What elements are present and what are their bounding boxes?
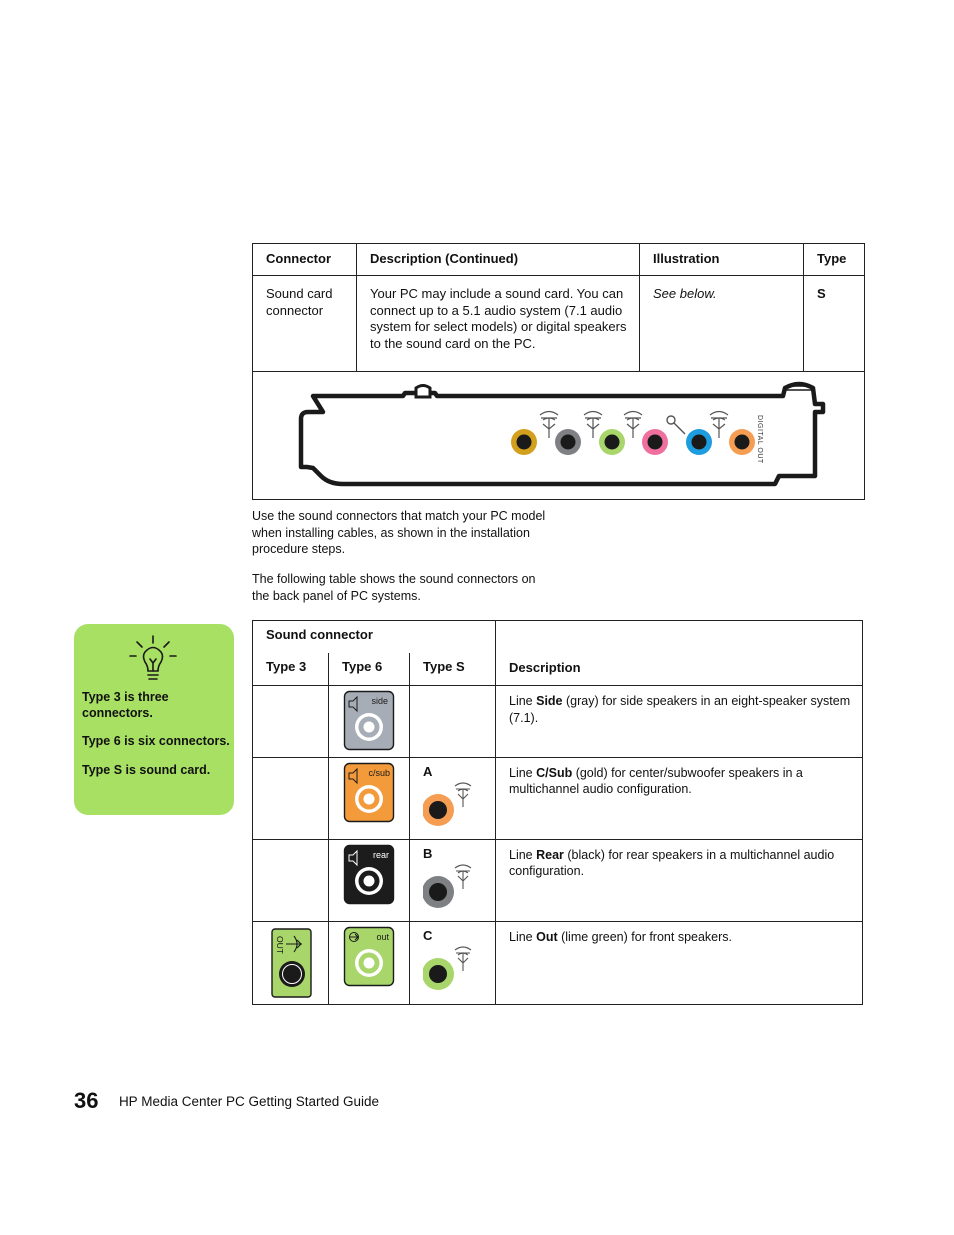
header-type3: Type 3 bbox=[253, 653, 329, 686]
jack-a-icon bbox=[423, 778, 475, 828]
rear-label: rear bbox=[372, 849, 389, 860]
jack-mustard bbox=[511, 429, 537, 455]
header-type6: Type 6 bbox=[329, 653, 410, 686]
jack-c-icon bbox=[423, 942, 475, 992]
cell-type6-csub bbox=[329, 757, 410, 839]
card-latch bbox=[416, 386, 430, 398]
sound-connector-table bbox=[252, 620, 863, 1005]
cell-type6-side bbox=[329, 686, 410, 758]
header-description: Description bbox=[496, 621, 863, 686]
header-description: Description (Continued) bbox=[357, 244, 640, 276]
table-row bbox=[253, 839, 863, 921]
rear-port-icon bbox=[343, 844, 395, 906]
page-number: 36 bbox=[74, 1088, 99, 1113]
cell-types-empty bbox=[410, 686, 496, 758]
table-row bbox=[253, 757, 863, 839]
jack-pink bbox=[642, 429, 668, 455]
book-title: HP Media Center PC Getting Started Guide bbox=[118, 1093, 380, 1109]
cell-type6-out bbox=[329, 921, 410, 1005]
tip-type6: Type 6 is six connectors. bbox=[82, 734, 230, 748]
paragraph-table-intro: The following table shows the sound connectors on the back panel of PC systems. bbox=[252, 572, 536, 603]
cell-type3-empty bbox=[253, 757, 329, 839]
cell-type3-out bbox=[253, 921, 329, 1005]
cell-connector: Sound card connector bbox=[253, 276, 357, 372]
sound-card-illustration-cell bbox=[253, 372, 865, 500]
lightbulb-icon bbox=[128, 634, 178, 682]
cell-type6-rear bbox=[329, 839, 410, 921]
out-label: out bbox=[376, 931, 389, 942]
type3-out-label: OUT bbox=[274, 935, 285, 954]
cell-description: Line Out (lime green) for front speakers. bbox=[496, 921, 863, 1005]
tip-box bbox=[74, 624, 234, 815]
jack-blue bbox=[686, 429, 712, 455]
header-sound-connector: Sound connector bbox=[253, 621, 496, 654]
cell-description: Line C/Sub (gold) for center/subwoofer speakers in a multichannel audio configuration. bbox=[496, 757, 863, 839]
cell-type3-empty bbox=[253, 839, 329, 921]
csub-port-icon bbox=[343, 762, 395, 824]
cell-types-a bbox=[410, 757, 496, 839]
out-port-icon bbox=[343, 926, 395, 988]
table-row bbox=[253, 686, 863, 758]
cell-type3-empty bbox=[253, 686, 329, 758]
jack-b-icon bbox=[423, 860, 475, 910]
wave-icon bbox=[455, 865, 471, 889]
csub-label: c/sub bbox=[368, 767, 390, 778]
sound-card-illustration bbox=[253, 372, 864, 494]
wave-icon bbox=[455, 947, 471, 971]
header-types: Type S bbox=[410, 653, 496, 686]
cell-description: Your PC may include a sound card. You can connect up to a 5.1 audio system (7.1 audio system for select models) or digital speakers to the sound card on the PC. bbox=[357, 276, 640, 372]
cell-type: S bbox=[804, 276, 865, 372]
types-letter: B bbox=[423, 845, 433, 861]
tip-types: Type S is sound card. bbox=[82, 762, 211, 777]
wave-icon bbox=[455, 783, 471, 807]
header-type: Type bbox=[804, 244, 865, 276]
jack-lime bbox=[599, 429, 625, 455]
page-footer bbox=[74, 1088, 379, 1114]
paragraph-install: Use the sound connectors that match your PC model when installing cables, as shown in the installation procedure steps. bbox=[252, 509, 546, 556]
cell-types-b bbox=[410, 839, 496, 921]
side-port-icon bbox=[343, 690, 395, 752]
cell-description: Line Side (gray) for side speakers in an eight-speaker system (7.1). bbox=[496, 686, 863, 758]
connector-table bbox=[252, 243, 865, 500]
table-row bbox=[253, 921, 863, 1005]
jack-gray bbox=[555, 429, 581, 455]
cell-illustration: See below. bbox=[640, 276, 804, 372]
header-connector: Connector bbox=[253, 244, 357, 276]
jack-orange bbox=[729, 429, 755, 455]
types-letter: A bbox=[423, 763, 433, 779]
side-label: side bbox=[371, 696, 388, 706]
tip-type3: Type 3 is three connectors. bbox=[82, 690, 169, 720]
type3-out-port-icon bbox=[268, 926, 314, 1000]
cell-description: Line Rear (black) for rear speakers in a multichannel audio configuration. bbox=[496, 839, 863, 921]
cell-types-c bbox=[410, 921, 496, 1005]
digital-out-label: DIGITAL OUT bbox=[756, 415, 763, 464]
header-illustration: Illustration bbox=[640, 244, 804, 276]
types-letter: C bbox=[423, 927, 433, 943]
